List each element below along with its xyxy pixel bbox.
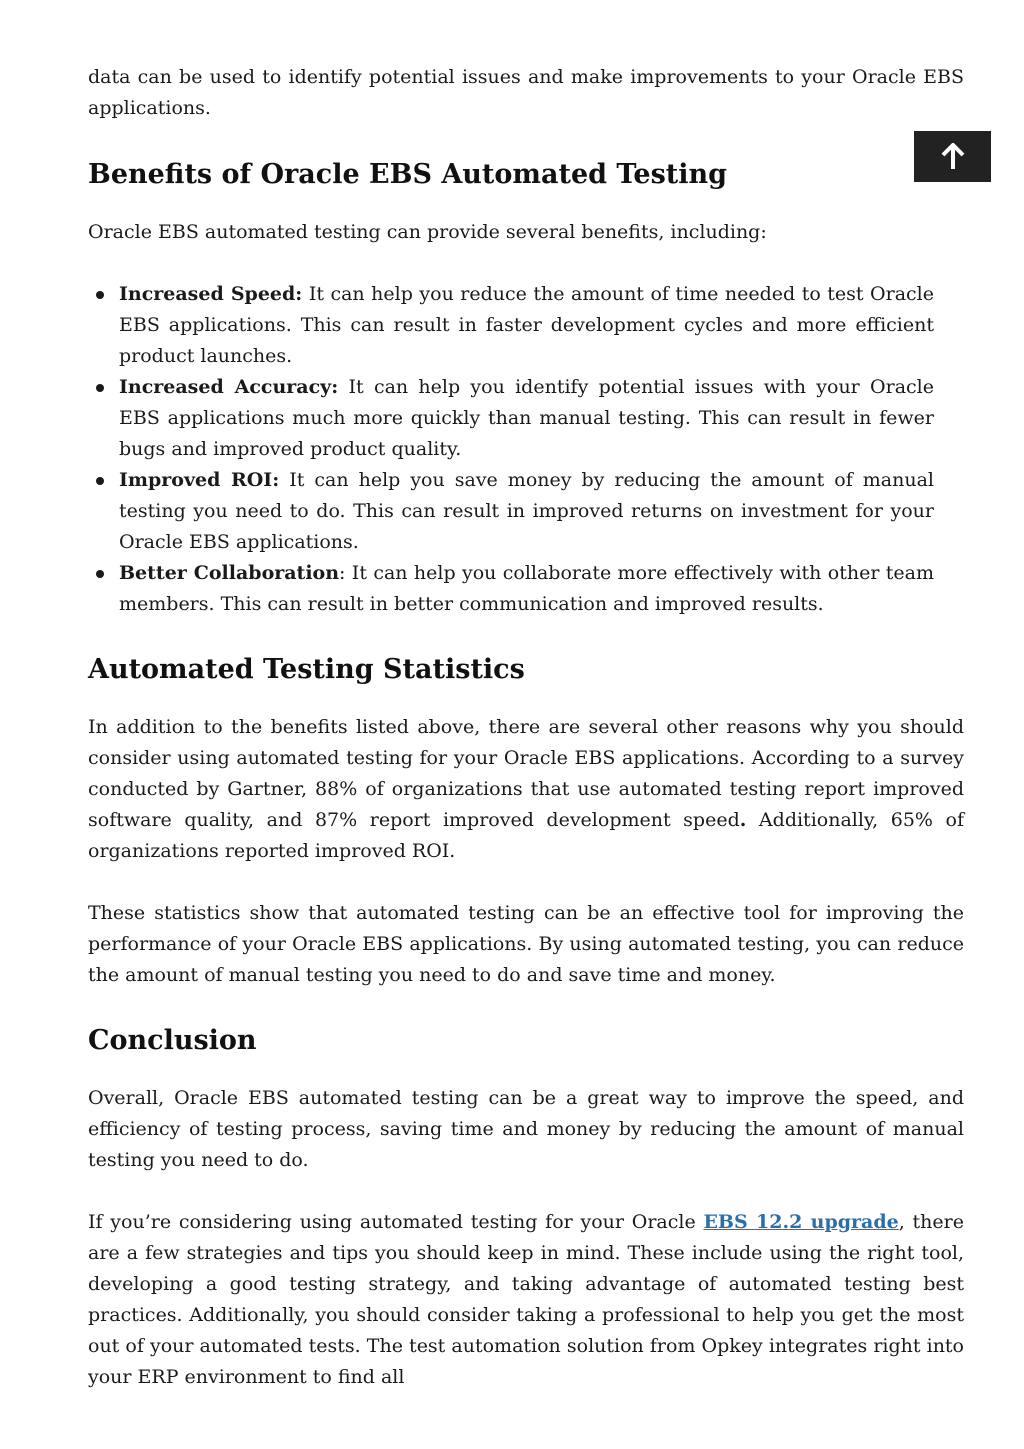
conclusion-heading: Conclusion: [88, 1025, 257, 1056]
statistics-bold-period: .: [739, 809, 747, 831]
ebs-upgrade-link[interactable]: EBS 12.2 upgrade: [703, 1211, 899, 1233]
statistics-text-b: Additionally, 65% of organizations reported improved ROI.: [88, 809, 964, 862]
bullet-icon: [96, 477, 104, 485]
arrow-up-icon: [940, 143, 966, 171]
intro-fragment: data can be used to identify potential issues and make improvements to your Oracle EBS applications.: [88, 66, 964, 119]
bullet-icon: [96, 291, 104, 299]
conclusion-text-a: If you’re considering using automated testing for your Oracle: [88, 1211, 704, 1233]
scroll-to-top-button[interactable]: [914, 131, 991, 182]
statistics-paragraph-1: [88, 712, 964, 867]
benefit-label: Improved ROI:: [119, 469, 280, 491]
list-item: [88, 558, 934, 620]
benefits-heading: Benefits of Oracle EBS Automated Testing: [88, 159, 728, 190]
benefits-list: [88, 279, 934, 620]
list-item: [88, 279, 934, 372]
list-item: [88, 372, 934, 465]
article-body: [88, 62, 964, 1393]
statistics-text-a: In addition to the benefits listed above, there are several other reasons why you should consider using automated testing for your Oracle EBS applications. According to a survey conducted by Gartner, 88% of organizations that use automated testing report improved software quality, and 87% report improved development speed: [88, 716, 964, 831]
benefit-text: It can help you reduce the amount of time needed to test Oracle EBS applications. This can result in faster development cycles and more efficient product launches.: [119, 283, 934, 367]
statistics-paragraph-2: These statistics show that automated testing can be an effective tool for improving the performance of your Oracle EBS applications. By using automated testing, you can reduce the amount of manual testing you need to do and save time and money.: [88, 902, 964, 986]
benefit-label: Increased Speed:: [119, 283, 303, 305]
benefit-label: Increased Accuracy:: [119, 376, 339, 398]
conclusion-paragraph-1: Overall, Oracle EBS automated testing can be a great way to improve the speed, and efficiency of testing process, saving time and money by reducing the amount of manual testing you need to do.: [88, 1087, 964, 1171]
bullet-icon: [96, 384, 104, 392]
benefit-text: It can help you identify potential issues with your Oracle EBS applications much more quickly than manual testing. This can result in fewer bugs and improved product quality.: [119, 376, 934, 460]
bullet-icon: [96, 570, 104, 578]
list-item: [88, 465, 934, 558]
statistics-heading: Automated Testing Statistics: [88, 654, 525, 685]
benefit-text: : It can help you collaborate more effectively with other team members. This can result in better communication and improved results.: [119, 562, 934, 615]
benefit-text: It can help you save money by reducing the amount of manual testing you need to do. This can result in improved returns on investment for your Oracle EBS applications.: [119, 469, 934, 553]
benefits-intro: Oracle EBS automated testing can provide several benefits, including:: [88, 221, 767, 243]
benefit-label: Better Collaboration: [119, 562, 340, 584]
conclusion-paragraph-2: [88, 1207, 964, 1393]
conclusion-text-b: , there are a few strategies and tips you should keep in mind. These include using the right tool, developing a good testing strategy, and taking advantage of automated testing best practices. Additionally, you should consider taking a professional to help you get the most out of your automated tests. The test automation solution from Opkey integrates right into your ERP environment to find all: [88, 1211, 964, 1388]
